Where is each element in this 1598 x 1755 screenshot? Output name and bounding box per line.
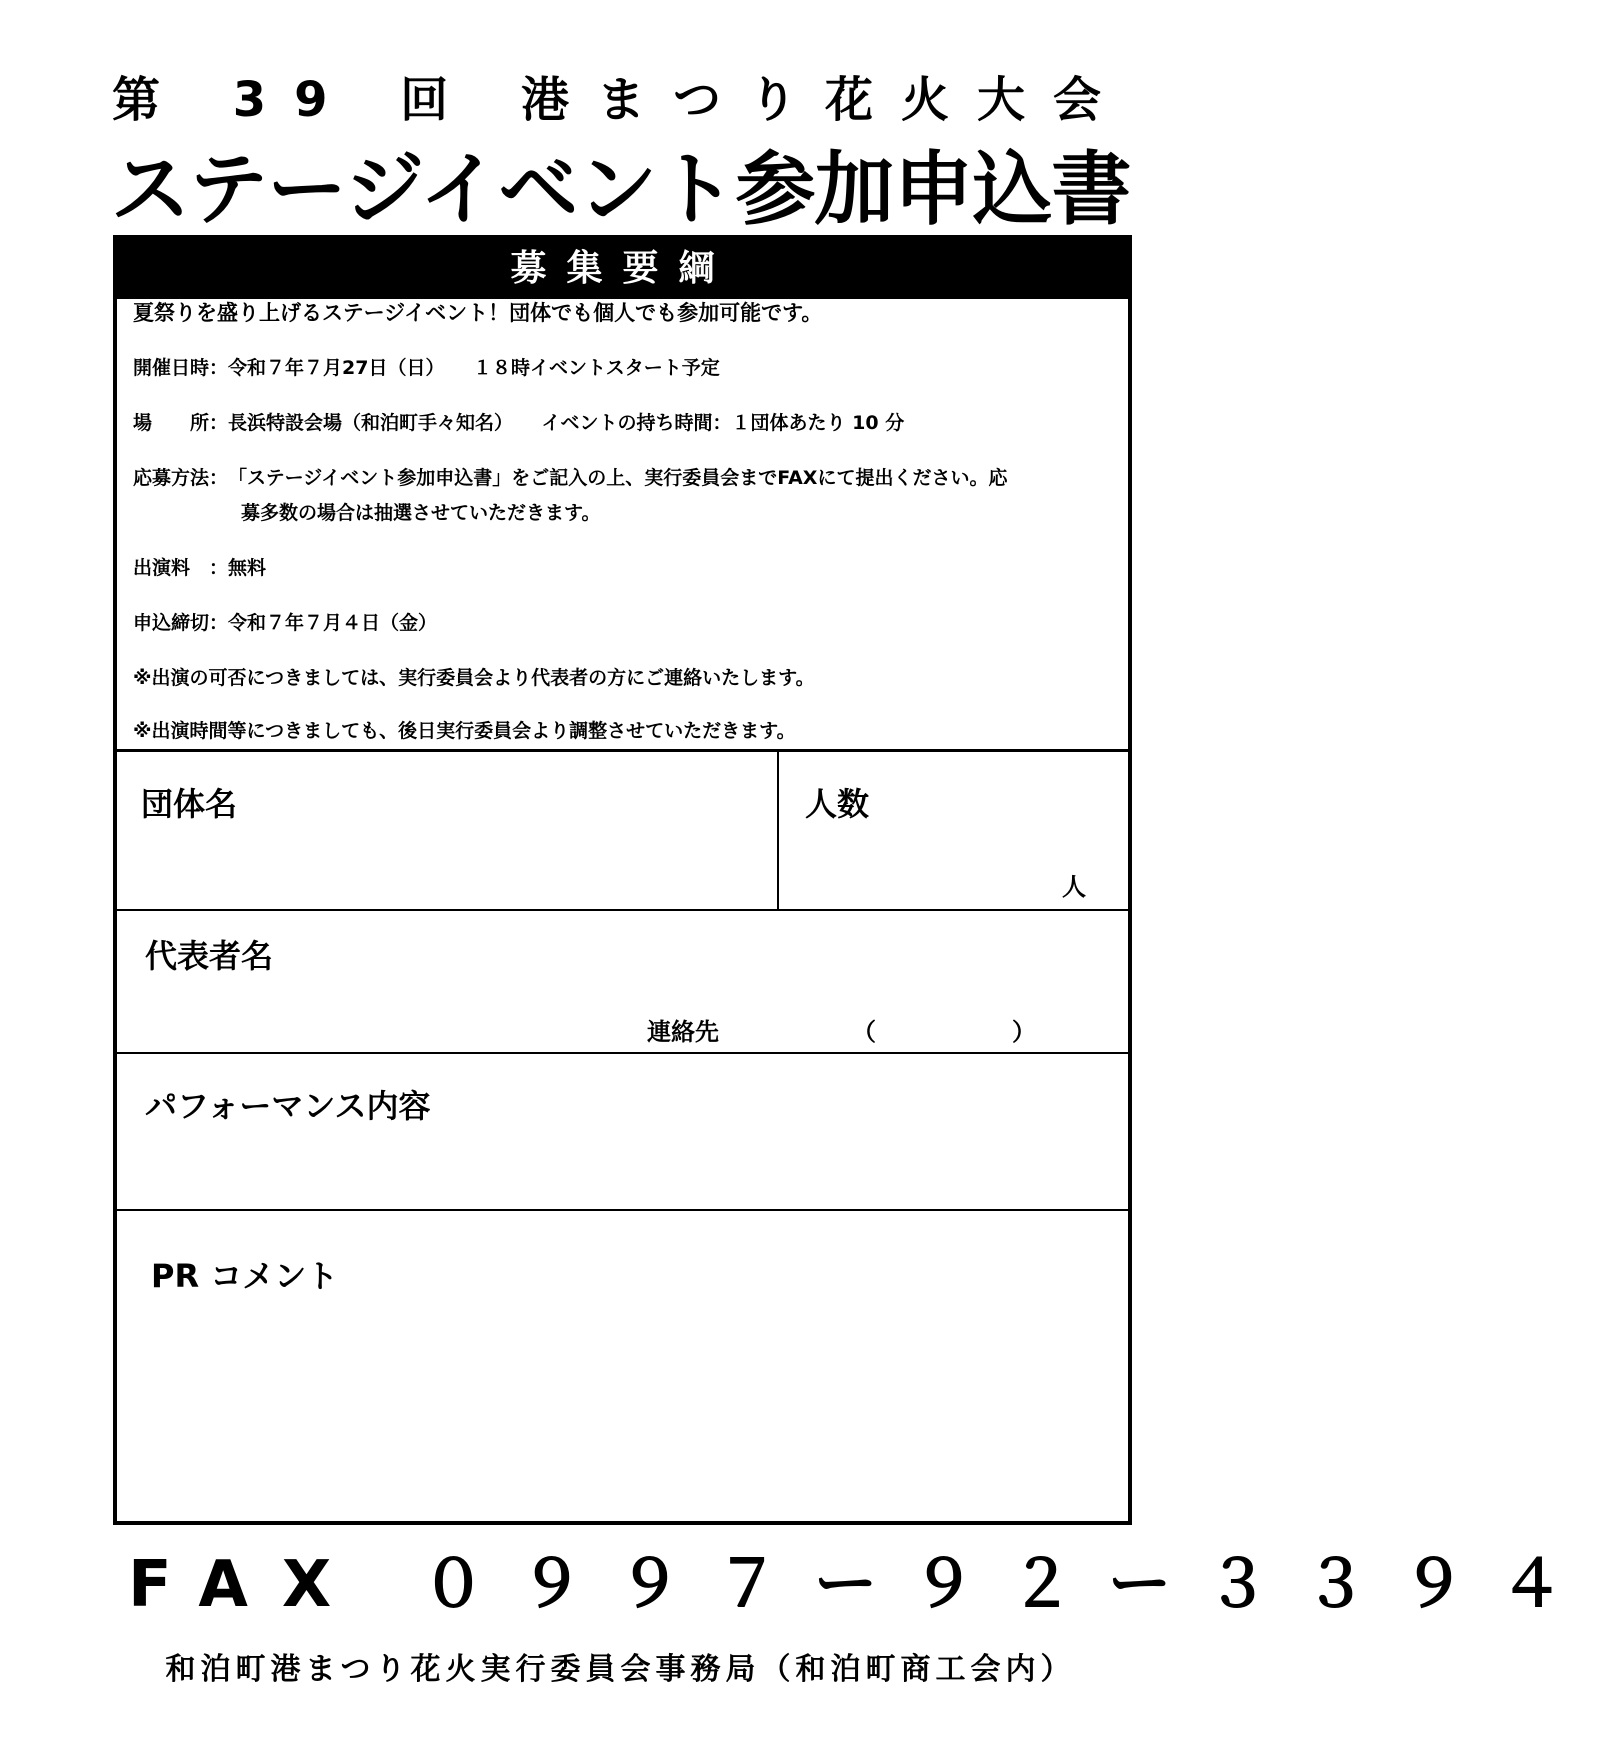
contact-label: 連絡先	[647, 1018, 719, 1046]
group-name-label: 団体名	[141, 785, 238, 823]
performance-fee-value: 無料	[228, 557, 267, 579]
deadline-label: 申込締切：	[133, 612, 229, 634]
office-name: 和泊町港まつり花火実行委員会事務局（和泊町商工会内）	[165, 1652, 1076, 1687]
application-method-label: 応募方法：	[133, 467, 229, 489]
deadline-value: 令和７年７月４日（金）	[228, 612, 438, 634]
application-form	[113, 235, 1132, 1525]
row-divider	[117, 1052, 1128, 1054]
performance-fee-label: 出演料 ：	[133, 557, 229, 579]
contact-parentheses: （ ）	[852, 1018, 1044, 1046]
performance-fee	[133, 556, 266, 580]
deadline	[133, 611, 437, 635]
fax-number: FAX ０９９７ー９２ー３３９４	[128, 1548, 1598, 1622]
application-method-value: 「ステージイベント参加申込書」をご記入の上、実行委員会までFAXにて提出ください。応	[228, 467, 1008, 489]
event-place-label: 場 所：	[133, 412, 229, 434]
pr-comment-label: PR コメント	[151, 1257, 339, 1295]
headcount-unit: 人	[1062, 873, 1086, 901]
headcount-label: 人数	[805, 785, 870, 823]
event-date-value: 令和７年７月27日（日） １８時イベントスタート予定	[228, 357, 720, 379]
guidelines-heading: 募集要綱	[117, 239, 1128, 299]
performance-label: パフォーマンス内容	[145, 1087, 431, 1125]
row-divider	[117, 1209, 1128, 1211]
application-method	[133, 466, 1007, 490]
note-approval: ※出演の可否につきましては、実行委員会より代表者の方にご連絡いたします。	[133, 667, 815, 689]
event-date-label: 開催日時：	[133, 357, 229, 379]
row-divider	[117, 909, 1128, 911]
form-title: ステージイベント参加申込書	[110, 143, 1131, 236]
event-title: 第 39 回 港まつり花火大会	[112, 72, 1129, 128]
event-place	[133, 411, 904, 435]
note-schedule: ※出演時間等につきましても、後日実行委員会より調整させていただきます。	[133, 720, 796, 742]
column-divider	[777, 752, 779, 909]
event-place-value: 長浜特設会場（和泊町手々知名） イベントの持ち時間：１団体あたり 10 分	[228, 412, 905, 434]
section-divider	[117, 749, 1128, 752]
guidelines-intro: 夏祭りを盛り上げるステージイベント！団体でも個人でも参加可能です。	[133, 301, 823, 325]
representative-label: 代表者名	[145, 937, 274, 975]
application-method-cont: 募多数の場合は抽選させていただきます。	[241, 502, 601, 524]
event-date	[133, 356, 720, 380]
